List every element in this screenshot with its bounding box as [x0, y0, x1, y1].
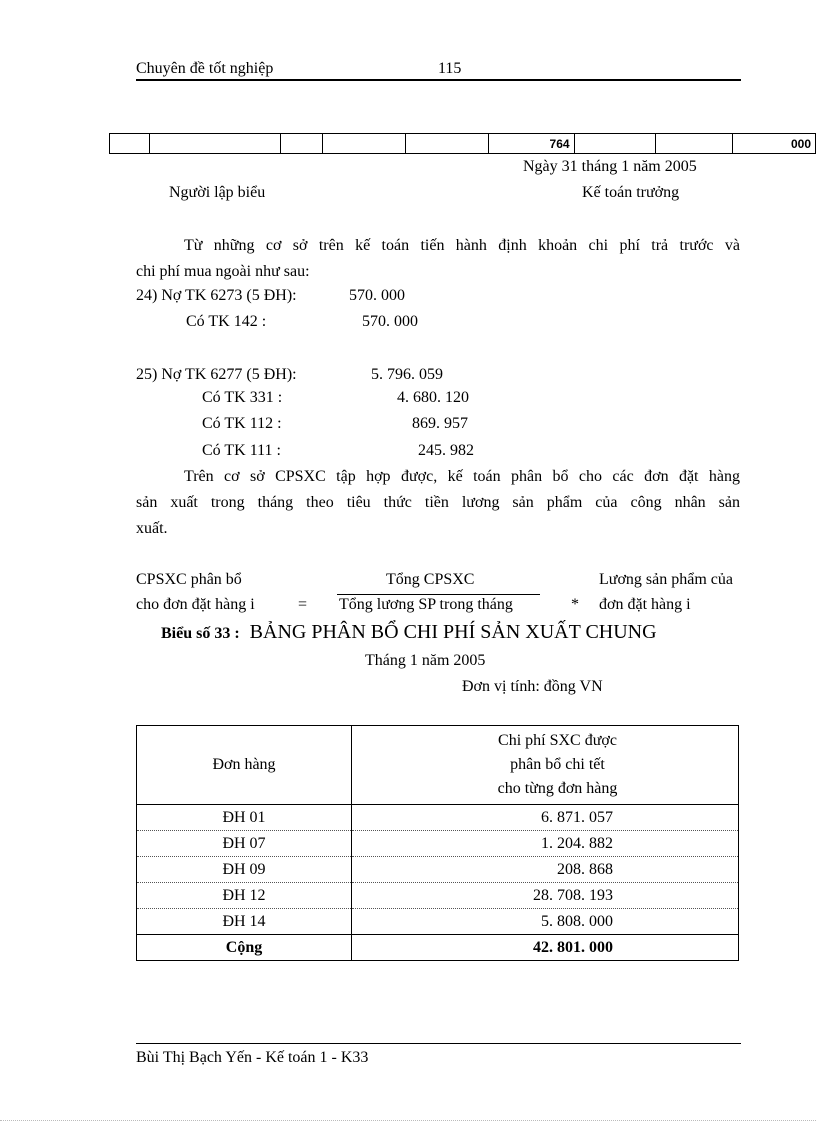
total-amount-cell: 42. 801. 000 — [352, 935, 739, 961]
entry25-credit-label: Có TK 111 : — [202, 442, 281, 459]
amount-cell: 1. 204. 882 — [352, 831, 739, 857]
total-label-cell: Cộng — [137, 935, 352, 961]
intro-line-2: chi phí mua ngoài như sau: — [136, 263, 310, 280]
order-cell: ĐH 01 — [137, 805, 352, 831]
table-period: Tháng 1 năm 2005 — [365, 652, 486, 669]
table-header-row — [137, 726, 739, 805]
col-header-amount — [352, 726, 739, 805]
allocation-line-2: sản xuất trong tháng theo tiêu thức tiền lương sản phẩm của công nhân sản — [136, 494, 740, 511]
fragment-cell — [406, 134, 489, 154]
order-cell: ĐH 09 — [137, 857, 352, 883]
formula-numerator: Tổng CPSXC — [386, 571, 475, 588]
amount-cell: 6. 871. 057 — [352, 805, 739, 831]
chief-accountant-label: Kế toán trưởng — [582, 184, 680, 201]
page-number: 115 — [438, 60, 462, 77]
entry25-credit-value: 4. 680. 120 — [397, 389, 469, 406]
table-total-row — [137, 935, 739, 961]
fragment-cell — [281, 134, 323, 154]
entry24-credit-label: Có TK 142 : — [186, 313, 267, 330]
fragment-cell — [110, 134, 150, 154]
fragment-cell — [574, 134, 655, 154]
formula-times: * — [571, 596, 579, 613]
footer-author: Bùi Thị Bạch Yến - Kế toán 1 - K33 — [136, 1049, 369, 1066]
signature-date: Ngày 31 tháng 1 năm 2005 — [523, 158, 697, 175]
fraction-bar — [337, 594, 540, 595]
allocation-line-1: Trên cơ sở CPSXC tập hợp được, kế toán phân bổ cho các đơn đặt hàng — [184, 468, 740, 485]
fragment-cell-764: 764 — [489, 134, 574, 154]
col-header-amount-line1: Chi phí SXC được — [498, 732, 617, 749]
table-row — [137, 831, 739, 857]
intro-paragraph — [136, 233, 740, 285]
entry24-debit-label: 24) Nợ TK 6273 (5 ĐH): — [136, 287, 297, 304]
col-header-amount-line3: cho từng đơn hàng — [497, 780, 618, 797]
intro-line-1: Từ những cơ sở trên kế toán tiến hành định khoản chi phí trả trước và — [184, 237, 740, 254]
col-header-amount-line2: phân bổ chi tết — [510, 756, 605, 773]
table-title — [161, 622, 657, 642]
formula-left-line2: cho đơn đặt hàng i — [136, 596, 255, 613]
col-header-order: Đơn hàng — [137, 726, 352, 805]
entry24-debit-value: 570. 000 — [349, 287, 405, 304]
amount-cell: 28. 708. 193 — [352, 883, 739, 909]
formula-right-line1: Lương sản phẩm của — [599, 571, 733, 588]
header-title: Chuyên đề tốt nghiệp — [136, 60, 274, 77]
fragment-cell — [655, 134, 733, 154]
formula-right-line2: đơn đặt hàng i — [599, 596, 691, 613]
entry25-credit-label: Có TK 331 : — [202, 389, 283, 406]
page-bottom-border — [0, 1120, 816, 1121]
table-row — [137, 857, 739, 883]
entry25-debit-value: 5. 796. 059 — [371, 366, 443, 383]
entry25-debit-label: 25) Nợ TK 6277 (5 ĐH): — [136, 366, 297, 383]
order-cell: ĐH 14 — [137, 909, 352, 935]
fragment-row — [110, 134, 816, 154]
table-row — [137, 883, 739, 909]
order-cell: ĐH 07 — [137, 831, 352, 857]
formula-denominator: Tổng lương SP trong tháng — [339, 596, 513, 613]
entry25-credit-label: Có TK 112 : — [202, 415, 282, 432]
table-unit: Đơn vị tính: đồng VN — [462, 678, 603, 695]
order-cell: ĐH 12 — [137, 883, 352, 909]
table-row — [137, 805, 739, 831]
table-label: Biểu số 33 : — [161, 625, 240, 642]
allocation-paragraph — [136, 464, 740, 542]
footer-rule — [136, 1043, 741, 1044]
fragment-table — [109, 133, 816, 154]
entry24-credit-value: 570. 000 — [362, 313, 418, 330]
fragment-cell — [322, 134, 405, 154]
fragment-cell-000: 000 — [733, 134, 816, 154]
preparer-label: Người lập biểu — [169, 184, 266, 201]
table-row — [137, 909, 739, 935]
entry25-credit-value: 869. 957 — [412, 415, 468, 432]
table-name: BẢNG PHÂN BỔ CHI PHÍ SẢN XUẤT CHUNG — [249, 621, 657, 643]
formula-left-line1: CPSXC phân bổ — [136, 571, 242, 588]
amount-cell: 208. 868 — [352, 857, 739, 883]
fragment-cell — [149, 134, 280, 154]
allocation-table — [136, 725, 739, 961]
allocation-line-3: xuất. — [136, 520, 168, 537]
formula-equals: = — [298, 596, 308, 613]
entry25-credit-value: 245. 982 — [418, 442, 474, 459]
header-rule — [136, 79, 741, 81]
amount-cell: 5. 808. 000 — [352, 909, 739, 935]
